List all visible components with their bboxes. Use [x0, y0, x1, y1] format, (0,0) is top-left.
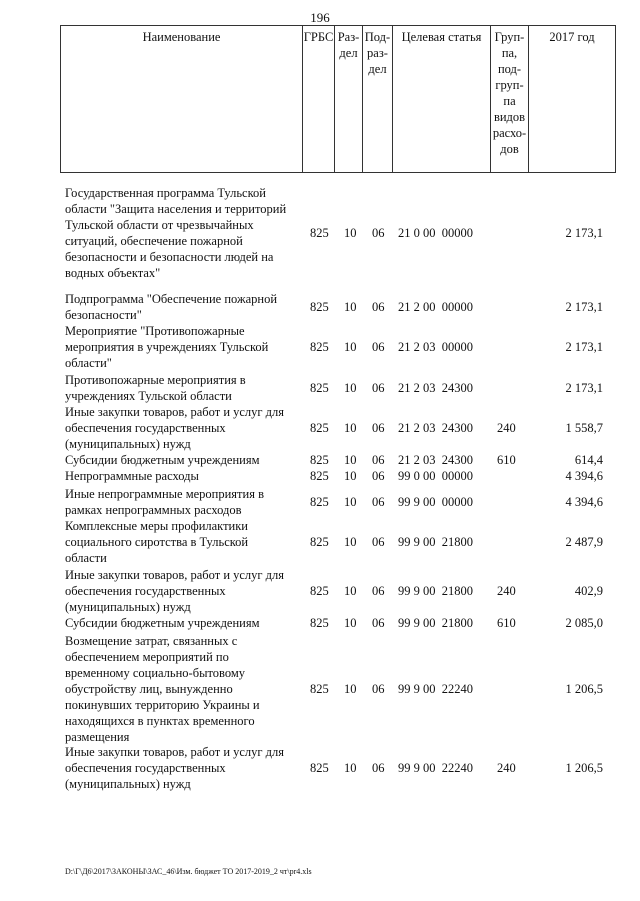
table-row: [0, 468, 640, 484]
table-row: [0, 404, 640, 452]
row-amount: 1 558,7: [565, 421, 603, 435]
row-grbs: 825: [310, 616, 329, 630]
header-vid: Груп- па, под- груп- па видов расхо- дов: [491, 26, 529, 172]
row-name: Иные закупки товаров, работ и услуг для обеспечения государственных (муниципальных) нужд: [65, 568, 285, 614]
row-podrazdel: 06: [372, 682, 385, 696]
header-grbs: ГРБС: [303, 26, 335, 172]
row-name: Мероприятие "Противопожарные мероприятия в учреждениях Тульской области": [65, 324, 269, 370]
row-article: 99 9 00 21800: [398, 584, 473, 598]
table-row: [0, 323, 640, 371]
row-grbs: 825: [310, 300, 329, 314]
table-row: [0, 486, 640, 518]
row-name: Непрограммные расходы: [65, 469, 199, 483]
row-amount: 2 173,1: [565, 300, 603, 314]
row-podrazdel: 06: [372, 535, 385, 549]
row-name: Иные закупки товаров, работ и услуг для обеспечения государственных (муниципальных) нужд: [65, 745, 285, 791]
table-row: [0, 567, 640, 615]
table-row: [0, 615, 640, 631]
row-razdel: 10: [344, 682, 357, 696]
row-razdel: 10: [344, 616, 357, 630]
row-podrazdel: 06: [372, 340, 385, 354]
row-razdel: 10: [344, 761, 357, 775]
row-razdel: 10: [344, 469, 357, 483]
row-razdel: 10: [344, 421, 357, 435]
row-razdel: 10: [344, 381, 357, 395]
table-header: [60, 25, 616, 173]
row-article: 21 0 00 00000: [398, 226, 473, 240]
row-vid: 610: [497, 453, 516, 467]
row-name: Комплексные меры профилактики социального сиротства в Тульской области: [65, 519, 249, 565]
header-podrazdel: Под- раз- дел: [363, 26, 393, 172]
row-razdel: 10: [344, 300, 357, 314]
row-amount: 2 173,1: [565, 381, 603, 395]
table-row: [0, 518, 640, 566]
row-razdel: 10: [344, 584, 357, 598]
row-vid: 240: [497, 584, 516, 598]
row-podrazdel: 06: [372, 421, 385, 435]
table-row: [0, 452, 640, 468]
row-article: 99 9 00 22240: [398, 682, 473, 696]
page-number: 196: [310, 10, 330, 25]
row-grbs: 825: [310, 584, 329, 598]
row-article: 21 2 03 24300: [398, 453, 473, 467]
row-amount: 2 085,0: [565, 616, 603, 630]
row-podrazdel: 06: [372, 300, 385, 314]
row-name: Государственная программа Тульской области "Защита населения и территорий Тульской области от чрезвычайных ситуаций, обеспечение пожарной безопасности и безопасности людей на водных объектах": [65, 186, 287, 280]
row-grbs: 825: [310, 381, 329, 395]
row-vid: 240: [497, 761, 516, 775]
row-podrazdel: 06: [372, 761, 385, 775]
row-amount: 2 173,1: [565, 226, 603, 240]
row-article: 21 2 00 00000: [398, 300, 473, 314]
row-podrazdel: 06: [372, 495, 385, 509]
row-article: 21 2 03 24300: [398, 421, 473, 435]
row-article: 99 9 00 21800: [398, 616, 473, 630]
row-razdel: 10: [344, 495, 357, 509]
row-amount: 1 206,5: [565, 682, 603, 696]
row-razdel: 10: [344, 226, 357, 240]
row-podrazdel: 06: [372, 469, 385, 483]
row-amount: 1 206,5: [565, 761, 603, 775]
row-vid: 240: [497, 421, 516, 435]
row-article: 21 2 03 00000: [398, 340, 473, 354]
row-grbs: 825: [310, 469, 329, 483]
row-amount: 2 173,1: [565, 340, 603, 354]
row-article: 99 9 00 21800: [398, 535, 473, 549]
table-row: [0, 185, 640, 281]
row-amount: 4 394,6: [565, 469, 603, 483]
row-name: Противопожарные мероприятия в учреждениях Тульской области: [65, 373, 246, 403]
row-grbs: 825: [310, 226, 329, 240]
row-amount: 2 487,9: [565, 535, 603, 549]
row-grbs: 825: [310, 535, 329, 549]
row-razdel: 10: [344, 340, 357, 354]
row-podrazdel: 06: [372, 226, 385, 240]
row-article: 99 0 00 00000: [398, 469, 473, 483]
row-name: Субсидии бюджетным учреждениям: [65, 616, 260, 630]
row-name: Иные закупки товаров, работ и услуг для обеспечения государственных (муниципальных) нужд: [65, 405, 285, 451]
row-grbs: 825: [310, 453, 329, 467]
row-name: Субсидии бюджетным учреждениям: [65, 453, 260, 467]
row-podrazdel: 06: [372, 584, 385, 598]
row-podrazdel: 06: [372, 453, 385, 467]
row-podrazdel: 06: [372, 616, 385, 630]
row-podrazdel: 06: [372, 381, 385, 395]
row-grbs: 825: [310, 761, 329, 775]
row-razdel: 10: [344, 535, 357, 549]
table-row: [0, 633, 640, 745]
row-name: Иные непрограммные мероприятия в рамках непрограммных расходов: [65, 487, 264, 517]
row-article: 99 9 00 00000: [398, 495, 473, 509]
row-grbs: 825: [310, 340, 329, 354]
row-name: Возмещение затрат, связанных с обеспечением мероприятий по временному социально-бытовому обустройству лиц, вынужденно покинувших территорию Украины и находящихся в пунктах временного размещения: [65, 634, 260, 744]
row-amount: 614,4: [574, 453, 603, 467]
row-grbs: 825: [310, 421, 329, 435]
file-path-footer: D:\Г\Д6\2017\ЗАКОНЫ\ЗАС_46\Изм. бюджет ТО 2017-2019_2 чт\pr4.xls: [65, 867, 312, 876]
row-amount: 4 394,6: [565, 495, 603, 509]
header-name: Наименование: [61, 26, 303, 172]
header-year: 2017 год: [549, 30, 595, 44]
row-razdel: 10: [344, 453, 357, 467]
row-vid: 610: [497, 616, 516, 630]
row-name: Подпрограмма "Обеспечение пожарной безопасности": [65, 292, 278, 322]
table-row: [0, 744, 640, 792]
row-grbs: 825: [310, 682, 329, 696]
table-row: [0, 291, 640, 323]
header-article: Целевая статья: [393, 26, 491, 172]
row-article: 99 9 00 22240: [398, 761, 473, 775]
row-grbs: 825: [310, 495, 329, 509]
header-razdel: Раз- дел: [335, 26, 363, 172]
table-row: [0, 372, 640, 404]
row-amount: 402,9: [574, 584, 603, 598]
row-article: 21 2 03 24300: [398, 381, 473, 395]
